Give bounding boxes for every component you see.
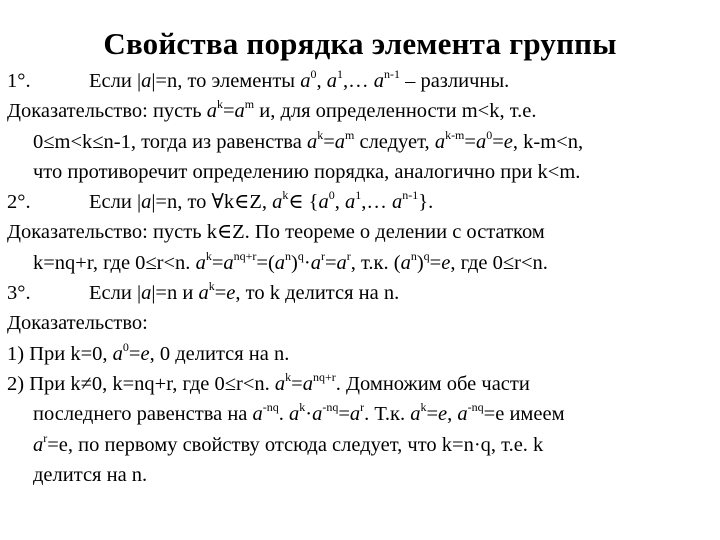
line-text: k=nq+r, где 0≤r<n. $a^k=a^{nq+r}=(a^n)^q\cdot a^r=a^r$, т.к. $(a^n)^q=e$, где 0≤r<n.	[33, 248, 548, 274]
property-line	[7, 278, 712, 308]
line-text: последнего равенства на $a^{-nq}$. $a^k\cdot a^{-nq}=a^r$. Т.к. $a^k=e$, $a^{-nq}=e$ имеем	[33, 400, 565, 426]
slide-title: Свойства порядка элемента группы	[103, 26, 617, 61]
text-line	[7, 96, 712, 126]
text-line	[7, 217, 712, 247]
proof-continuation-line	[7, 248, 712, 278]
line-text: Доказательство: пусть $a^k=a^m$ и, для определенности m<k, т.е.	[7, 97, 537, 123]
proof-continuation-line	[7, 430, 712, 460]
line-text: 0≤m<k≤n-1, тогда из равенства $a^k=a^m$ следует, $a^{k-m}=a^0=e$, k-m<n,	[33, 127, 584, 153]
text-line	[7, 339, 712, 369]
property-number: 3°.	[7, 282, 31, 305]
line-text: Если |a|=n, то элементы $a^0$, $a^1,\dots$ $a^{n-1}$ – различны.	[89, 67, 510, 92]
proof-continuation-line	[7, 157, 712, 187]
line-text: 2) При k≠0, k=nq+r, где 0≤r<n. $a^k=a^{nq+r}$. Домножим обе части	[7, 369, 530, 395]
line-text: Если |a|=n и $a^k=e$, то k делится на n.	[89, 279, 400, 305]
proof-continuation-line	[7, 399, 712, 429]
line-text: Если |a|=n, то ∀k∈Z, $a^k\in$ {$a^0$, $a^1,\dots$ $a^{n-1}$}.	[89, 188, 434, 214]
proof-continuation-line	[7, 127, 712, 157]
line-text: 1) При k=0, $a^0=e$, 0 делится на n.	[7, 339, 290, 365]
line-text: что противоречит определению порядка, аналогично при k<m.	[33, 160, 581, 183]
property-number: 1°.	[7, 70, 31, 92]
line-text: делится на n.	[33, 463, 148, 486]
slide-body	[7, 66, 712, 490]
property-line	[7, 66, 712, 96]
text-line	[7, 308, 712, 338]
property-number: 2°.	[7, 191, 31, 214]
text-line	[7, 369, 712, 399]
property-line	[7, 187, 712, 217]
line-text: $a^r=e$, по первому свойству отсюда следует, что k=n·q, т.е. k	[33, 430, 544, 456]
proof-continuation-line	[7, 460, 712, 490]
line-text: Доказательство:	[7, 312, 148, 335]
line-text: Доказательство: пусть k∈Z. По теореме о делении с остатком	[7, 221, 545, 244]
